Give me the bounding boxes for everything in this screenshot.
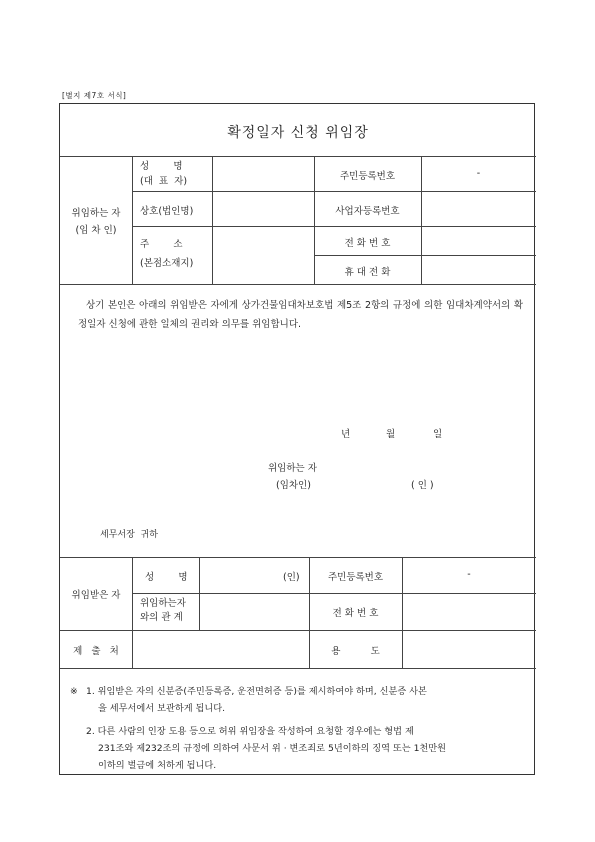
divider	[199, 557, 200, 630]
delegate-resident-no-label: 주민등록번호	[327, 572, 384, 583]
form-number: [별지 제7호 서식]	[62, 91, 127, 100]
delegate-seal: (인)	[283, 572, 300, 583]
resident-no-value: -	[476, 168, 481, 179]
delegate-name-label: 성 명	[145, 572, 188, 583]
relation-label-line: 위임하는자	[140, 598, 186, 609]
name-label-line: 성 명	[140, 161, 183, 172]
notes-block	[86, 683, 526, 774]
purpose-label: 용 도	[331, 646, 380, 657]
note-line: 1. 위임받은 자의 신분증(주민등록증, 운전면허증 등)를 제시하여야 하며, 신분증 사본	[86, 686, 427, 697]
delegator-label-line: (임 차 인)	[75, 225, 117, 236]
divider	[132, 156, 133, 284]
divider	[132, 593, 536, 594]
address-label-line: 주 소	[140, 239, 183, 250]
divider	[132, 557, 133, 668]
delegator-section-label	[60, 205, 132, 239]
company-label: 상호(법인명)	[140, 206, 194, 217]
date-day: 일	[433, 429, 443, 440]
divider	[60, 668, 536, 669]
divider	[314, 255, 536, 256]
mobile-label: 휴 대 전 화	[344, 267, 391, 278]
form-title: 확정일자 신청 위임장	[227, 125, 369, 141]
delegate-phone-label: 전 화 번 호	[332, 608, 379, 619]
note-mark: ※	[70, 686, 78, 697]
name-label	[140, 159, 187, 189]
signer-label-sub: (임차인)	[276, 480, 311, 491]
note-line: 2. 다른 사람의 인장 도용 등으로 허위 위임장을 작성하여 요청할 경우에는 형법 제	[86, 726, 414, 737]
note-line: 이하의 벌금에 처하게 됩니다.	[98, 760, 217, 771]
delegation-form	[59, 103, 535, 775]
date-year: 년	[341, 429, 351, 440]
name-label-line: (대 표 자)	[140, 176, 188, 187]
address-label-line: (본점소재지)	[140, 258, 194, 269]
address-label	[140, 235, 193, 273]
divider	[132, 191, 536, 192]
divider	[60, 284, 536, 285]
relation-label	[140, 597, 186, 625]
relation-label-line: 와의 관 계	[140, 612, 183, 623]
submit-to-label: 제 출 처	[73, 646, 119, 657]
delegation-statement: 상기 본인은 아래의 위임받은 자에게 상가건물임대차보호법 제5조 2항의 규정에 의한 임대차계약서의 확정일자 신청에 관한 일체의 권리와 의무를 위임합니다.	[78, 300, 523, 330]
business-no-label: 사업자등록번호	[335, 206, 400, 217]
delegator-label-line: 위임하는 자	[71, 208, 121, 219]
signer-seal: ( 인 )	[411, 480, 434, 491]
addressee: 세무서장 귀하	[100, 530, 158, 540]
divider	[212, 156, 213, 284]
note-line: 을 세무서에서 보관하게 됩니다.	[98, 703, 226, 714]
date-month: 월	[386, 429, 396, 440]
divider	[132, 226, 536, 227]
note-line: 231조와 제232조의 규정에 의하여 사문서 위 · 변조죄로 5년이하의 징역 또는 1천만원	[98, 743, 447, 754]
delegate-section-label: 위임받은 자	[71, 590, 121, 601]
signer-label: 위임하는 자	[268, 463, 317, 474]
resident-no-label: 주민등록번호	[339, 171, 396, 182]
phone-label: 전 화 번 호	[344, 238, 391, 249]
delegate-resident-no-value: -	[467, 569, 471, 580]
